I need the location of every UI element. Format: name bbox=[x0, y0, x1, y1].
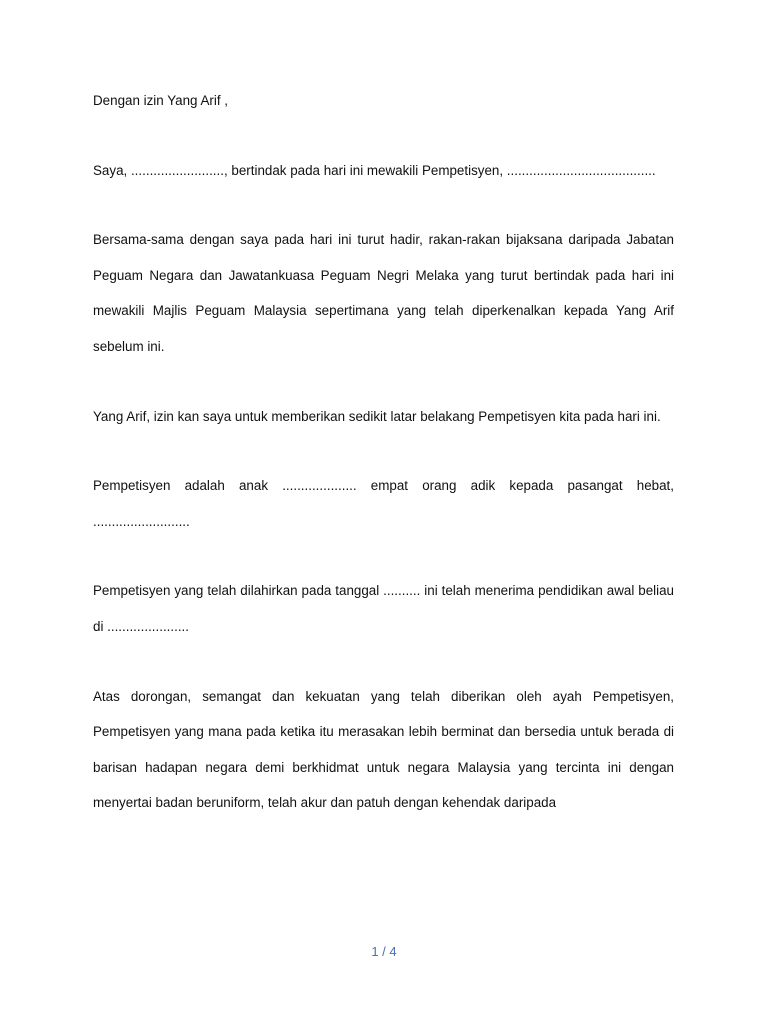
paragraph-background-intro: Yang Arif, izin kan saya untuk memberikan sedikit latar belakang Pempetisyen kita pada hari ini. bbox=[93, 408, 661, 424]
page-indicator: 1 / 4 bbox=[371, 944, 397, 959]
paragraph-education: Pempetisyen yang telah dilahirkan pada tanggal .......... ini telah menerima pendidikan awal beliau di ...................... bbox=[93, 583, 674, 634]
paragraph-salutation: Dengan izin Yang Arif , bbox=[93, 93, 228, 108]
paragraph-family: Pempetisyen adalah anak .................... empat orang adik kepada pasangat hebat, .......................... bbox=[93, 478, 674, 529]
paragraph-career: Atas dorongan, semangat dan kekuatan yang telah diberikan oleh ayah Pempetisyen, Pempetisyen yang mana pada ketika itu merasakan lebih berminat dan bersedia untuk berada di barisan hadapan negara demi berkhidmat untuk negara Malaysia yang tercinta ini dengan menyertai badan beruniform, telah akur dan patuh dengan kehendak daripada bbox=[93, 688, 674, 811]
paragraph-attendees: Bersama-sama dengan saya pada hari ini turut hadir, rakan-rakan bijaksana daripada Jabatan Peguam Negara dan Jawatankuasa Peguam Negri Melaka yang turut bertindak pada hari ini mewakili Majlis Peguam Malaysia sepertimana yang telah diperkenalkan kepada Yang Arif sebelum ini. bbox=[93, 232, 674, 354]
document-body bbox=[93, 83, 674, 855]
paragraph-representation: Saya, ........................., bertindak pada hari ini mewakili Pempetisyen, ........................................ bbox=[93, 162, 656, 178]
